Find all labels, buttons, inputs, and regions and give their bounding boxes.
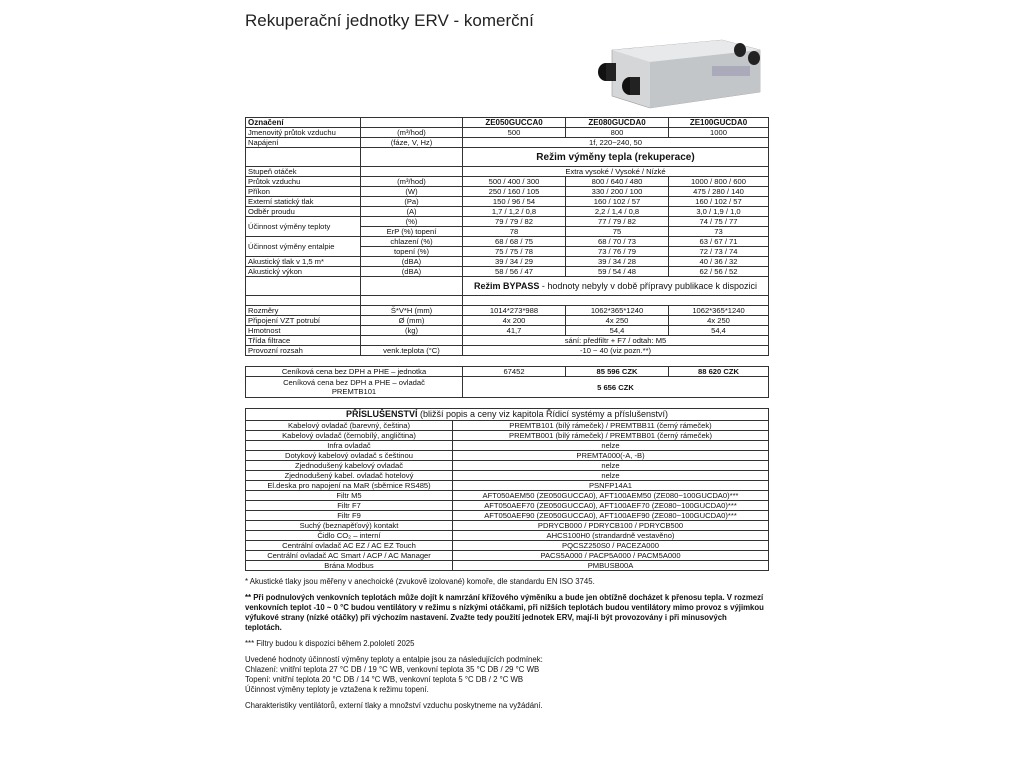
accessory-row — [246, 501, 769, 511]
row-value: 1f, 220~240, 50 — [463, 138, 769, 148]
row-value: 68 / 68 / 75 — [463, 237, 566, 247]
row-value: 1000 / 800 / 600 — [669, 177, 769, 187]
row-unit: (Pa) — [361, 197, 463, 207]
price-label: Ceníková cena bez DPH a PHE – ovladač — [283, 378, 425, 387]
row-value: 500 — [463, 128, 566, 138]
row-label: Akustický výkon — [246, 267, 361, 277]
row-unit: (fáze, V, Hz) — [361, 138, 463, 148]
row-value: 800 / 640 / 480 — [566, 177, 669, 187]
row-unit: venk.teplota (°C) — [361, 346, 463, 356]
row-value: 800 — [566, 128, 669, 138]
row-value: 73 — [669, 227, 769, 237]
row-unit: (m³/hod) — [361, 177, 463, 187]
accessory-value: PREMTB101 (bílý rámeček) / PREMTBB11 (černý rámeček) — [453, 421, 769, 431]
row-label: Účinnost výměny teploty — [246, 217, 361, 237]
accessory-label: Filtr F9 — [246, 511, 453, 521]
row-value: 3,0 / 1,9 / 1,0 — [669, 207, 769, 217]
row-value: Extra vysoké / Vysoké / Nízké — [463, 167, 769, 177]
row-value: 58 / 56 / 47 — [463, 267, 566, 277]
row-value: 250 / 160 / 105 — [463, 187, 566, 197]
accessory-value: PQCSZ250S0 / PACEZA000 — [453, 541, 769, 551]
row-value: 77 / 79 / 82 — [566, 217, 669, 227]
accessory-row — [246, 421, 769, 431]
price-value: 88 620 CZK — [669, 367, 769, 377]
cell — [463, 296, 769, 306]
row-value: -10 ~ 40 (viz pozn.**) — [463, 346, 769, 356]
row-unit: (m³/hod) — [361, 128, 463, 138]
accessory-row — [246, 551, 769, 561]
row-unit: topení (%) — [361, 247, 463, 257]
row-value: 4x 250 — [566, 316, 669, 326]
note-heating: Topení: vnitřní teplota 20 °C DB / 14 °C WB, venkovní teplota 5 °C DB / 2 °C WB — [245, 675, 524, 684]
row-label: Hmotnost — [246, 326, 361, 336]
table-row — [246, 138, 769, 148]
row-unit: (dBA) — [361, 257, 463, 267]
row-unit: (dBA) — [361, 267, 463, 277]
row-value: 1000 — [669, 128, 769, 138]
table-row — [246, 326, 769, 336]
accessory-label: Zjednodušený kabelový ovladač — [246, 461, 453, 471]
row-value: 475 / 280 / 140 — [669, 187, 769, 197]
row-value: 40 / 36 / 32 — [669, 257, 769, 267]
mode-bypass-note: - hodnoty nebyly v době přípravy publikace k dispozici — [539, 280, 757, 291]
accessory-value: AFT050AEF90 (ZE050GUCCA0), AFT100AEF90 (ZE080~100GUCDA0)*** — [453, 511, 769, 521]
row-value: 75 — [566, 227, 669, 237]
table-row — [246, 277, 769, 296]
row-value: sání: předfiltr + F7 / odtah: M5 — [463, 336, 769, 346]
price-label: Ceníková cena bez DPH a PHE – jednotka — [246, 367, 463, 377]
row-value: 54,4 — [669, 326, 769, 336]
table-row — [246, 217, 769, 227]
page-title: Rekuperační jednotky ERV - komerční — [245, 11, 534, 30]
note-acoustic: * Akustické tlaky jsou měřeny v anechoické (zvukově izolované) komoře, dle standardu EN ISO 3745. — [245, 577, 595, 586]
row-value: 79 / 79 / 82 — [463, 217, 566, 227]
row-unit: (W) — [361, 187, 463, 197]
row-value: 72 / 73 / 74 — [669, 247, 769, 257]
accessory-row — [246, 541, 769, 551]
accessory-value: PACS5A000 / PACP5A000 / PACM5A000 — [453, 551, 769, 561]
row-label: Průtok vzduchu — [246, 177, 361, 187]
cell — [361, 148, 463, 167]
row-label: Akustický tlak v 1,5 m* — [246, 257, 361, 267]
price-value: 67452 — [463, 367, 566, 377]
accessory-value: AHCS100H0 (strandardně vestavěno) — [453, 531, 769, 541]
accessory-row — [246, 491, 769, 501]
table-row — [246, 306, 769, 316]
accessory-label: Filtr F7 — [246, 501, 453, 511]
table-row — [246, 316, 769, 326]
row-value: 54,4 — [566, 326, 669, 336]
price-label-model: PREMTB101 — [331, 387, 377, 396]
row-value: 4x 200 — [463, 316, 566, 326]
accessory-value: AFT050AEF70 (ZE050GUCCA0), AFT100AEF70 (ZE080~100GUCDA0)*** — [453, 501, 769, 511]
row-value: 39 / 34 / 29 — [463, 257, 566, 267]
row-label: Příkon — [246, 187, 361, 197]
accessories-subtitle: (bližší popis a ceny viz kapitola Řídicí systémy a příslušenství) — [417, 409, 669, 419]
row-unit: (kg) — [361, 326, 463, 336]
row-value: 68 / 70 / 73 — [566, 237, 669, 247]
row-unit — [361, 336, 463, 346]
note-conditions-block — [245, 655, 765, 695]
row-unit: Ø (mm) — [361, 316, 463, 326]
row-value: 63 / 67 / 71 — [669, 237, 769, 247]
row-value: 59 / 54 / 48 — [566, 267, 669, 277]
accessory-label: El.deska pro napojení na MaR (sběrnice RS485) — [246, 481, 453, 491]
accessory-row — [246, 461, 769, 471]
row-value: 1014*273*988 — [463, 306, 566, 316]
cell — [361, 277, 463, 296]
accessories-table — [245, 408, 769, 571]
accessory-label: Centrální ovladač AC Smart / ACP / AC Manager — [246, 551, 453, 561]
accessory-value: nelze — [453, 441, 769, 451]
accessory-row — [246, 531, 769, 541]
accessory-value: PSNFP14A1 — [453, 481, 769, 491]
accessory-row — [246, 471, 769, 481]
table-row — [246, 267, 769, 277]
document-body — [245, 117, 768, 717]
row-label: Rozměry — [246, 306, 361, 316]
table-row — [246, 336, 769, 346]
cell — [361, 118, 463, 128]
table-row — [246, 148, 769, 167]
note-frost: ** Při podnulových venkovních teplotách může dojít k namrzání křížového výměníku a bude jen obtížně docházet k přenosu tepla. V rozmezí venkovních teplot -10 ~ 0 °C budou ventilátory v režimu s nízkými otáčkami, při nižších teplotách budou ventilátory mimo provoz s výjimkou výfukové strany (nízké otáčky) při výchozím nastavení. Zvažte tedy použití jednotek ERV, mají-li být provozovány i při minusových teplotách. — [245, 593, 764, 632]
cell — [246, 277, 361, 296]
row-unit: ErP (%) topení — [361, 227, 463, 237]
accessory-row — [246, 511, 769, 521]
table-row — [246, 197, 769, 207]
accessory-row — [246, 441, 769, 451]
accessory-label: Kabelový ovladač (barevný, čeština) — [246, 421, 453, 431]
accessory-label: Zjednodušený kabel. ovladač hotelový — [246, 471, 453, 481]
accessories-header-row — [246, 409, 769, 421]
row-unit — [361, 167, 463, 177]
note-filters: *** Filtry budou k dispozici během 2.pololetí 2025 — [245, 639, 415, 648]
row-value: 1062*365*1240 — [669, 306, 769, 316]
row-value: 160 / 102 / 57 — [669, 197, 769, 207]
accessories-title: PŘÍSLUŠENSTVÍ — [345, 409, 418, 419]
price-value: 5 656 CZK — [463, 377, 769, 398]
row-value: 39 / 34 / 28 — [566, 257, 669, 267]
row-value: 4x 250 — [669, 316, 769, 326]
row-value: 500 / 400 / 300 — [463, 177, 566, 187]
accessory-value: PREMTB001 (bílý rámeček) / PREMTBB01 (černý rámeček) — [453, 431, 769, 441]
row-value: 2,2 / 1,4 / 0,8 — [566, 207, 669, 217]
accessory-value: nelze — [453, 461, 769, 471]
accessory-label: Kabelový ovladač (černobílý, angličtina) — [246, 431, 453, 441]
row-label: Externí statický tlak — [246, 197, 361, 207]
price-value: 85 596 CZK — [566, 367, 669, 377]
accessory-label: Centrální ovladač AC EZ / AC EZ Touch — [246, 541, 453, 551]
note-efficiency: Účinnost výměny teploty je vztažena k režimu topení. — [245, 685, 429, 694]
table-row — [246, 177, 769, 187]
row-unit: chlazení (%) — [361, 237, 463, 247]
row-value: 41,7 — [463, 326, 566, 336]
accessory-row — [246, 561, 769, 571]
cell — [246, 148, 361, 167]
accessory-label: Čidlo CO₂ – interní — [246, 531, 453, 541]
row-value: 330 / 200 / 100 — [566, 187, 669, 197]
note-cooling: Chlazení: vnitřní teplota 27 °C DB / 19 °C WB, venkovní teplota 35 °C DB / 29 °C WB — [245, 665, 540, 674]
row-value: 1062*365*1240 — [566, 306, 669, 316]
note-fans: Charakteristiky ventilátorů, externí tlaky a množství vzduchu poskytneme na vyžádání. — [245, 701, 543, 710]
row-value: 150 / 96 / 54 — [463, 197, 566, 207]
row-label: Stupeň otáček — [246, 167, 361, 177]
accessories-header — [246, 409, 769, 421]
row-unit: Š*V*H (mm) — [361, 306, 463, 316]
table-row — [246, 237, 769, 247]
table-row — [246, 128, 769, 138]
row-label: Napájení — [246, 138, 361, 148]
accessory-row — [246, 481, 769, 491]
accessory-label: Suchý (beznapěťový) kontakt — [246, 521, 453, 531]
accessory-label: Dotykový kabelový ovladač s češtinou — [246, 451, 453, 461]
price-row-controller — [246, 377, 769, 398]
table-row — [246, 346, 769, 356]
row-value: 75 / 75 / 78 — [463, 247, 566, 257]
accessory-label: Brána Modbus — [246, 561, 453, 571]
row-value: 160 / 102 / 57 — [566, 197, 669, 207]
model-name: ZE100GUCDA0 — [669, 118, 769, 128]
row-unit: (%) — [361, 217, 463, 227]
row-label: Jmenovitý průtok vzduchu — [246, 128, 361, 138]
accessory-label: Infra ovladač — [246, 441, 453, 451]
cell — [361, 296, 463, 306]
erv-unit-image — [592, 36, 762, 112]
table-row — [246, 118, 769, 128]
accessory-value: PDRYCB000 / PDRYCB100 / PDRYCB500 — [453, 521, 769, 531]
accessory-value: AFT050AEM50 (ZE050GUCCA0), AFT100AEM50 (ZE080~100GUCDA0)*** — [453, 491, 769, 501]
accessory-row — [246, 521, 769, 531]
row-label: Odběr proudu — [246, 207, 361, 217]
accessory-label: Filtr M5 — [246, 491, 453, 501]
price-label-cell — [246, 377, 463, 398]
row-label: Provozní rozsah — [246, 346, 361, 356]
note-conditions: Uvedené hodnoty účinností výměny teploty a entalpie jsou za následujících podmínek: — [245, 655, 543, 664]
row-label: Účinnost výměny entalpie — [246, 237, 361, 257]
cell — [246, 296, 361, 306]
table-row — [246, 296, 769, 306]
mode-heading — [463, 277, 769, 296]
price-table — [245, 366, 769, 398]
row-value: 78 — [463, 227, 566, 237]
row-value: 62 / 56 / 52 — [669, 267, 769, 277]
row-label: Třída filtrace — [246, 336, 361, 346]
row-label: Připojení VZT potrubí — [246, 316, 361, 326]
table-row — [246, 257, 769, 267]
accessory-value: PMBUSB00A — [453, 561, 769, 571]
accessory-row — [246, 451, 769, 461]
mode-bypass-title: Režim BYPASS — [474, 280, 540, 291]
row-value: 1,7 / 1,2 / 0,8 — [463, 207, 566, 217]
model-name: ZE050GUCCA0 — [463, 118, 566, 128]
accessory-row — [246, 431, 769, 441]
mode-heading: Režim výměny tepla (rekuperace) — [463, 148, 769, 167]
row-label: Označení — [246, 118, 361, 128]
row-value: 74 / 75 / 77 — [669, 217, 769, 227]
table-row — [246, 167, 769, 177]
accessory-value: PREMTA000(-A, -B) — [453, 451, 769, 461]
row-unit: (A) — [361, 207, 463, 217]
row-value: 73 / 76 / 79 — [566, 247, 669, 257]
price-row-unit — [246, 367, 769, 377]
model-name: ZE080GUCDA0 — [566, 118, 669, 128]
spec-table — [245, 117, 769, 356]
table-row — [246, 187, 769, 197]
notes — [245, 577, 765, 711]
accessory-value: nelze — [453, 471, 769, 481]
table-row — [246, 207, 769, 217]
